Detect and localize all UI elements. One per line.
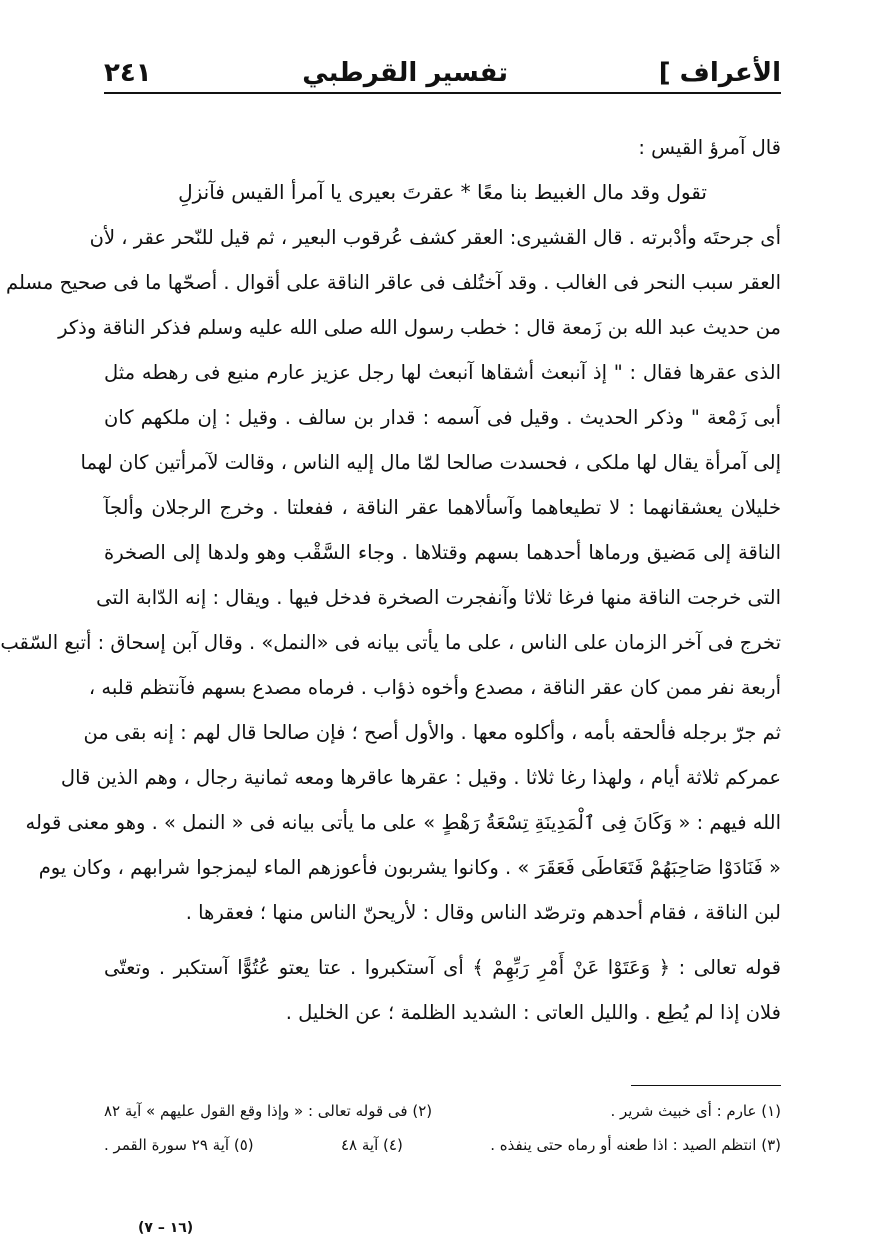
page-header: [104, 50, 781, 94]
text-line: العقر سبب النحر فى الغالب . وقد آختُلف فى عاقر الناقة على أقوال . أصحّها ما فى صحيح مسلم: [6, 271, 781, 294]
footnote-1: (١) عارم : أى خبيث شرير .: [610, 1102, 781, 1120]
main-text: [0, 125, 781, 1035]
footnote-4: (٤) آية ٤٨: [341, 1136, 403, 1154]
text-line: من حديث عبد الله بن زَمعة قال : خطب رسول الله صلى الله عليه وسلم فذكر الناقة وذكر: [58, 316, 781, 339]
text-line: أربعة نفر ممن كان عقر الناقة ، مصدع وأخوه ذؤاب . فرماه مصدع بسهم فآنتظم قلبه ،: [88, 676, 781, 699]
text-line: خليلان يعشقانهما : لا تطيعاهما وآسألاهما عقر الناقة ، ففعلتا . وخرج الرجلان وألجآ: [104, 496, 781, 519]
footnote-row: [104, 1128, 781, 1162]
text-line: لبن الناقة ، فقام أحدهم وترصّد الناس وقال : لأريحنّ الناس منها ؛ فعقرها .: [185, 901, 781, 924]
text-line: قوله تعالى : ﴿ وَعَتَوْا عَنْ أَمْرِ رَبِّهِمْ ﴾ أى آستكبروا . عتا يعتو عُتُوًّا آستكبر . وتعتّى: [104, 956, 781, 979]
poetry-verse: تقول وقد مال الغبيط بنا معًا * عقرتَ بعيرى يا آمرأ القيس فآنزلِ: [178, 180, 707, 204]
text-line: الذى عقرها فقال : " إذ آنبعث أشقاها آنبعث لها رجل عزيز عارم منيع فى رهطه مثل: [104, 361, 781, 384]
text-line: عمركم ثلاثة أيام ، ولهذا رغا ثلاثا . وقيل : عقرها عاقرها ومعه ثمانية رجال ، وهم الذين قال: [60, 766, 781, 789]
footnote-3: (٣) انتظم الصيد : اذا طعنه أو رماه حتى ينفذه .: [490, 1136, 781, 1154]
footnote-2: (٢) فى قوله تعالى : « وإذا وقع القول عليهم » آية ٨٢: [104, 1102, 433, 1120]
surah-name: الأعراف ]: [658, 58, 781, 88]
text-line: فلان إذا لم يُطِع . والليل العاتى : الشديد الظلمة ؛ عن الخليل .: [285, 1001, 781, 1024]
page-number: ٢٤١: [104, 58, 152, 88]
book-title: تفسير القرطبي: [302, 58, 509, 88]
text-line: الله فيهم : « وَكَانَ فِى ٱلْمَدِينَةِ تِسْعَةُ رَهْطٍ » على ما يأتى بيانه فى « النمل » . وهو معنى قوله: [25, 811, 781, 834]
text-line: ثم جرّ برجله فألحقه بأمه ، وأكلوه معها . والأول أصح ؛ فإن صالحا قال لهم : إنه بقى من: [83, 721, 781, 744]
text-line: التى خرجت الناقة منها فرغا ثلاثا وآنفجرت الصخرة فدخل فيها . ويقال : إنه الدّابة التى: [96, 586, 781, 609]
text-line: تخرج فى آخر الزمان على الناس ، على ما يأتى بيانه فى «النمل» . وقال آبن إسحاق : أتبع السّقب: [0, 631, 781, 654]
text-line: أى جرحتَه وأدْبرته . قال القشيرى: العقر كشف عُرقوب البعير ، ثم قيل للنّحر عقر ، لأن: [89, 226, 781, 249]
text-line: إلى آمرأة يقال لها ملكى ، فحسدت صالحا لمّا مال إليه الناس ، وقالت لآمرأتين كان لهما: [80, 451, 781, 474]
text-line: الناقة إلى مَضيق ورماها أحدهما بسهم وقتلاها . وجاء السَّقْب وهو ولدها إلى الصخرة: [104, 541, 781, 564]
text-line: « فَنَادَوْا صَاحِبَهُمْ فَتَعَاطَى فَعَقَرَ » . وكانوا يشربون فأعوزهم الماء ليمزجوا شرابهم ، وكان يوم: [38, 856, 781, 879]
footnote-divider: [631, 1085, 781, 1086]
paragraph-gap: [104, 935, 781, 945]
footnote-5: (٥) آية ٢٩ سورة القمر .: [104, 1136, 254, 1154]
printer-signature: (١٦ – ٧): [138, 1220, 194, 1236]
footnote-row: [104, 1094, 781, 1128]
footnotes: [104, 1085, 781, 1162]
text-line: قال آمرؤ القيس :: [638, 136, 781, 159]
text-line: أبى زَمْعة " وذكر الحديث . وقيل فى آسمه : قدار بن سالف . وقيل : إن ملكهم كان: [104, 406, 781, 429]
